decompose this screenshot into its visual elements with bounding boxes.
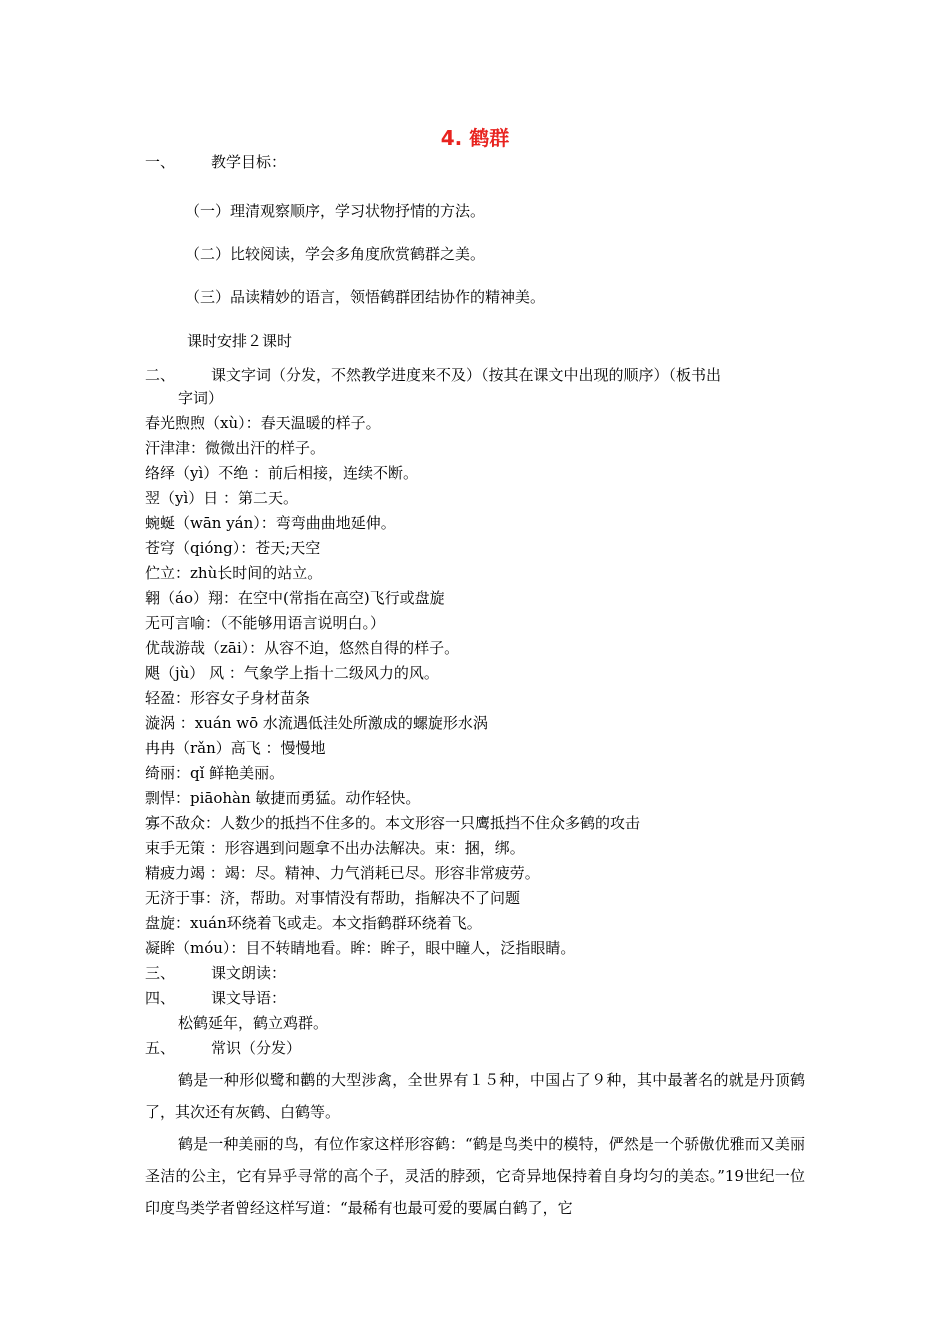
section-title: 课文字词（分发，不然教学进度来不及）（按其在课文中出现的顺序）（板书出 (211, 366, 722, 384)
vocab-item: 翌（yì）日 ：第二天。 (145, 489, 299, 507)
section-title: 教学目标： (211, 153, 287, 171)
vocab-item: 苍穹（qióng）：苍天;天空 (145, 539, 321, 557)
section-title: 课文朗读： (211, 964, 287, 982)
section-heading-knowledge (145, 1037, 301, 1059)
section-heading-vocab (145, 364, 721, 386)
section-title-continued: 字词） (178, 389, 224, 407)
objective-item: （一）理清观察顺序，学习状物抒情的方法。 (185, 202, 486, 220)
vocab-item: 盘旋：xuán环绕着飞或走。本文指鹤群环绕着飞。 (145, 914, 482, 932)
section-number: 五、 (145, 1039, 176, 1057)
section-heading-objectives (145, 151, 286, 173)
vocab-item: 漩涡 ：xuán wō 水流遇低洼处所激成的螺旋形水涡 (145, 714, 488, 732)
vocab-item: 飓（jù） 风 ：气象学上指十二级风力的风。 (145, 664, 439, 682)
section-number: 四、 (145, 989, 176, 1007)
vocab-item: 汗津津：微微出汗的样子。 (145, 439, 326, 457)
body-paragraph: 鹤是一种美丽的鸟，有位作家这样形容鹤：“鹤是鸟类中的模特，俨然是一个骄傲优雅而又美丽圣洁的公主，它有异乎寻常的高个子，灵活的脖颈，它奇异地保持着自身均匀的美态。”19世纪一位印度鸟类学者曾经这样写道：“最稀有也最可爱的要属白鹤了，它 (145, 1135, 805, 1217)
vocab-item: 凝眸（móu）：目不转睛地看。眸：眸子，眼中瞳人，泛指眼睛。 (145, 939, 576, 957)
objective-item: （三）品读精妙的语言，领悟鹤群团结协作的精神美。 (185, 288, 546, 306)
vocab-item: 翱（áo）翔：在空中(常指在高空)飞行或盘旋 (145, 589, 445, 607)
intro-text: 松鹤延年，鹤立鸡群。 (178, 1014, 329, 1032)
vocab-item: 轻盈：形容女子身材苗条 (145, 689, 311, 707)
section-number: 三、 (145, 964, 176, 982)
vocab-item: 冉冉（rǎn）高飞 ：慢慢地 (145, 739, 326, 757)
vocab-item: 无可言喻：（不能够用语言说明白。） (145, 614, 386, 632)
body-paragraph: 鹤是一种形似鹭和鹳的大型涉禽，全世界有１５种，中国占了９种，其中最著名的就是丹顶鹤了，其次还有灰鹤、白鹤等。 (145, 1071, 805, 1121)
section-number: 二、 (145, 366, 176, 384)
section-title: 常识（分发） (211, 1039, 302, 1057)
vocab-item: 络绎（yì）不绝 ：前后相接，连续不断。 (145, 464, 419, 482)
vocab-item: 绮丽：qǐ 鲜艳美丽。 (145, 764, 285, 782)
objective-item: （二）比较阅读，学会多角度欣赏鹤群之美。 (185, 245, 486, 263)
vocab-item: 春光煦煦（xù）：春天温暖的样子。 (145, 414, 381, 432)
section-title: 课文导语： (211, 989, 287, 1007)
vocab-item: 束手无策 ：形容遇到问题拿不出办法解决。束：捆，绑。 (145, 839, 525, 857)
vocab-item: 剽悍：piāohàn 敏捷而勇猛。动作轻快。 (145, 789, 421, 807)
vocab-item: 精疲力竭 ：竭：尽。精神、力气消耗已尽。形容非常疲劳。 (145, 864, 540, 882)
vocab-item: 蜿蜒（wān yán）：弯弯曲曲地延伸。 (145, 514, 396, 532)
section-heading-intro (145, 987, 286, 1009)
section-heading-reading (145, 962, 286, 984)
vocab-item: 无济于事：济，帮助。对事情没有帮助，指解决不了问题 (145, 889, 521, 907)
section-number: 一、 (145, 153, 176, 171)
vocab-item: 伫立：zhù长时间的站立。 (145, 564, 323, 582)
vocab-item: 寡不敌众：人数少的抵挡不住多的。本文形容一只鹰抵挡不住众多鹤的攻击 (145, 814, 641, 832)
class-schedule: 课时安排２课时 (187, 332, 293, 350)
page-title: 4. 鹤群 (440, 126, 510, 150)
vocab-item: 优哉游哉（zāi）：从容不迫，悠然自得的样子。 (145, 639, 460, 657)
